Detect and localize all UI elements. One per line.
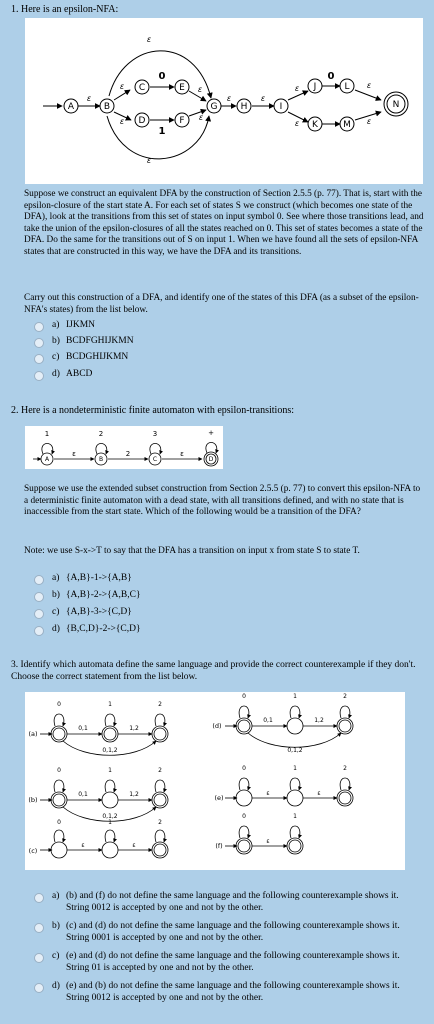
q1-title: 1. Here is an epsilon-NFA:: [11, 4, 119, 15]
loop-label: 1: [108, 701, 112, 708]
radio-button[interactable]: [34, 338, 44, 348]
loop-label: 0: [57, 701, 61, 708]
option-letter: b): [52, 921, 60, 931]
automaton-f-label: (f): [215, 842, 223, 850]
q1-option-d[interactable]: [34, 369, 92, 381]
loop-label: 2: [158, 701, 162, 708]
state-I: I: [279, 102, 283, 112]
automaton-a-label: (a): [28, 730, 38, 738]
option-text: BCDFGHIJKMN: [66, 336, 134, 346]
q2-note: Note: we use S-x->T to say that the DFA has a transition on input x from state S to state T.: [24, 546, 360, 556]
edge-label: 1,2: [314, 717, 324, 724]
q2-option-c[interactable]: [34, 607, 132, 619]
q3-option-d[interactable]: [34, 981, 414, 1004]
edge-label: ε: [180, 450, 184, 458]
state-D: D: [208, 456, 214, 463]
option-text: (c) and (d) do not define the same language and the following counterexample shows it. String 0001 is accepted by one and not by the other.: [66, 921, 400, 943]
radio-button[interactable]: [34, 609, 44, 619]
state-J: J: [313, 82, 317, 92]
radio-button[interactable]: [34, 575, 44, 585]
edge-0-label: 0: [158, 71, 166, 82]
eps-label: ε: [146, 35, 152, 44]
q1-enfa-diagram: [25, 18, 423, 184]
loop-label: 1: [44, 430, 50, 438]
state-B: B: [103, 102, 111, 112]
q3-option-c[interactable]: [34, 951, 414, 974]
state-C: C: [152, 456, 158, 463]
option-text: (e) and (d) do not define the same language and the following counterexample shows it. String 01 is accepted by one and not by the other.: [66, 951, 400, 973]
eps-label: ε: [197, 85, 203, 94]
state-G: G: [210, 102, 218, 112]
option-letter: d): [52, 369, 60, 379]
loop-label: 2: [343, 765, 347, 772]
q3-option-b[interactable]: [34, 921, 414, 944]
eps-label: ε: [86, 94, 92, 103]
state-K: K: [312, 120, 318, 130]
loop-label: 2: [343, 693, 347, 700]
option-text: (b) and (f) do not define the same language and the following counterexample shows it. String 0012 is accepted by one and not by the other.: [66, 891, 399, 913]
edge-label: ε: [72, 450, 76, 458]
automaton-d-label: (d): [212, 722, 222, 730]
edge-label: 0,1,2: [287, 747, 303, 754]
option-letter: c): [52, 951, 60, 961]
option-letter: c): [52, 607, 60, 617]
q2-enfa-diagram: [25, 426, 223, 469]
q1-instruction: Carry out this construction of a DFA, and identify one of the states of this DFA (as a subset of the epsilon-NFA's states) from the list below.: [24, 293, 419, 315]
edge-label: 0,1: [78, 791, 88, 798]
option-text: {B,C,D}-2->{C,D}: [66, 624, 141, 634]
edge-label: ε: [317, 790, 321, 797]
eps-label: ε: [294, 119, 300, 128]
eps-label: ε: [146, 156, 152, 165]
eps-label: ε: [294, 84, 300, 93]
loop-label: +: [208, 429, 214, 437]
edge-label: ε: [266, 790, 270, 797]
state-H: H: [240, 102, 248, 112]
option-text: {A,B}-3->{C,D}: [66, 607, 132, 617]
loop-label: 0: [57, 819, 61, 826]
edge-label: 1,2: [129, 791, 139, 798]
loop-label: 0: [242, 693, 246, 700]
state-A: A: [44, 456, 50, 463]
loop-label: 1: [108, 819, 112, 826]
eps-label: ε: [366, 117, 372, 126]
option-letter: a): [52, 320, 60, 330]
q1-option-b[interactable]: [34, 336, 134, 348]
option-letter: a): [52, 573, 60, 583]
option-letter: b): [52, 590, 60, 600]
state-L: L: [344, 82, 350, 92]
state-C: C: [138, 83, 146, 93]
loop-label: 0: [242, 813, 246, 820]
option-text: {A,B}-1->{A,B}: [66, 573, 132, 583]
loop-label: 2: [158, 767, 162, 774]
automaton-c-label: (c): [28, 847, 38, 855]
loop-label: 3: [152, 430, 158, 438]
option-text: {A,B}-2->{A,B,C}: [66, 590, 141, 600]
radio-button[interactable]: [34, 923, 44, 933]
q2-title: 2. Here is a nondeterministic finite automaton with epsilon-transitions:: [11, 405, 294, 416]
loop-label: 1: [108, 767, 112, 774]
option-text: ABCD: [66, 369, 93, 379]
eps-label: ε: [119, 82, 125, 91]
eps-label: ε: [198, 113, 204, 122]
radio-button[interactable]: [34, 953, 44, 963]
state-E: E: [179, 83, 185, 93]
radio-button[interactable]: [34, 371, 44, 381]
loop-label: 0: [242, 765, 246, 772]
edge-1-label: 1: [158, 126, 166, 137]
option-text: (e) and (b) do not define the same language and the following counterexample shows it. String 0012 is accepted by one and not by the other.: [66, 981, 400, 1003]
state-A: A: [67, 102, 75, 112]
loop-label: 2: [98, 430, 104, 438]
loop-label: 1: [293, 693, 297, 700]
q2-option-a[interactable]: [34, 573, 132, 585]
edge-label: 1,2: [129, 725, 139, 732]
state-M: M: [343, 120, 351, 130]
option-letter: d): [52, 624, 60, 634]
option-text: IJKMN: [66, 320, 96, 330]
radio-button[interactable]: [34, 983, 44, 993]
edge-label: 0,1: [263, 717, 273, 724]
radio-button[interactable]: [34, 354, 44, 364]
q2-description: Suppose we use the extended subset construction from Section 2.5.5 (p. 77) to convert this epsilon-NFA to a deterministic finite automaton with a dead state, with all transitions defined, and with no state that is inaccessible from the start state. Which of the following would be a transition of the DFA?: [24, 484, 421, 518]
eps-label: ε: [260, 94, 266, 103]
automaton-b-label: (b): [28, 796, 38, 804]
option-text: BCDGHIJKMN: [66, 352, 129, 362]
radio-button[interactable]: [34, 592, 44, 602]
option-letter: c): [52, 352, 60, 362]
eps-label: ε: [366, 81, 372, 90]
option-letter: a): [52, 891, 60, 901]
state-D: D: [138, 116, 146, 126]
radio-button[interactable]: [34, 626, 44, 636]
q1-option-c[interactable]: [34, 352, 128, 364]
state-F: F: [179, 116, 185, 126]
option-letter: d): [52, 981, 60, 991]
loop-label: 1: [293, 765, 297, 772]
eps-label: ε: [226, 94, 232, 103]
eps-label: ε: [119, 117, 125, 126]
option-letter: b): [52, 336, 60, 346]
state-N: N: [392, 100, 400, 110]
radio-button[interactable]: [34, 893, 44, 903]
state-B: B: [98, 456, 104, 463]
edge-0-label: 0: [327, 71, 335, 82]
edge-label: ε: [266, 838, 270, 845]
edge-label: 2: [125, 450, 131, 458]
loop-label: 2: [158, 819, 162, 826]
edge-label: 0,1,2: [102, 747, 118, 754]
q3-title: 3. Identify which automata define the same language and provide the correct counterexample if they don't. Choose the correct statement from the list below.: [11, 660, 416, 682]
q2-option-b[interactable]: [34, 590, 141, 602]
edge-label: 0,1: [78, 725, 88, 732]
q3-option-a[interactable]: [34, 891, 414, 914]
radio-button[interactable]: [34, 322, 44, 332]
q3-automata-diagram: [25, 692, 405, 870]
edge-label: ε: [81, 842, 85, 849]
q1-option-a[interactable]: [34, 320, 95, 332]
q1-description: Suppose we construct an equivalent DFA by the construction of Section 2.5.5 (p. 77). That is, start with the epsilon-closure of the start state A. For each set of states S we construct (which becomes one state of the DFA), look at the transitions from this set of states on input symbol 0. See where those transitions lead, and take the union of the epsilon-closures of all the states reached on 0. This set of states becomes a state of the DFA. Do the same for the transitions out of S on input 1. When we have found all the sets of epsilon-NFA states that are constructed in this way, we have the DFA and its transitions.: [24, 189, 424, 257]
edge-label: ε: [132, 842, 136, 849]
loop-label: 1: [293, 813, 297, 820]
q2-option-d[interactable]: [34, 624, 141, 636]
loop-label: 0: [57, 767, 61, 774]
automaton-e-label: (e): [214, 794, 224, 802]
edge-label: 0,1,2: [102, 813, 118, 820]
